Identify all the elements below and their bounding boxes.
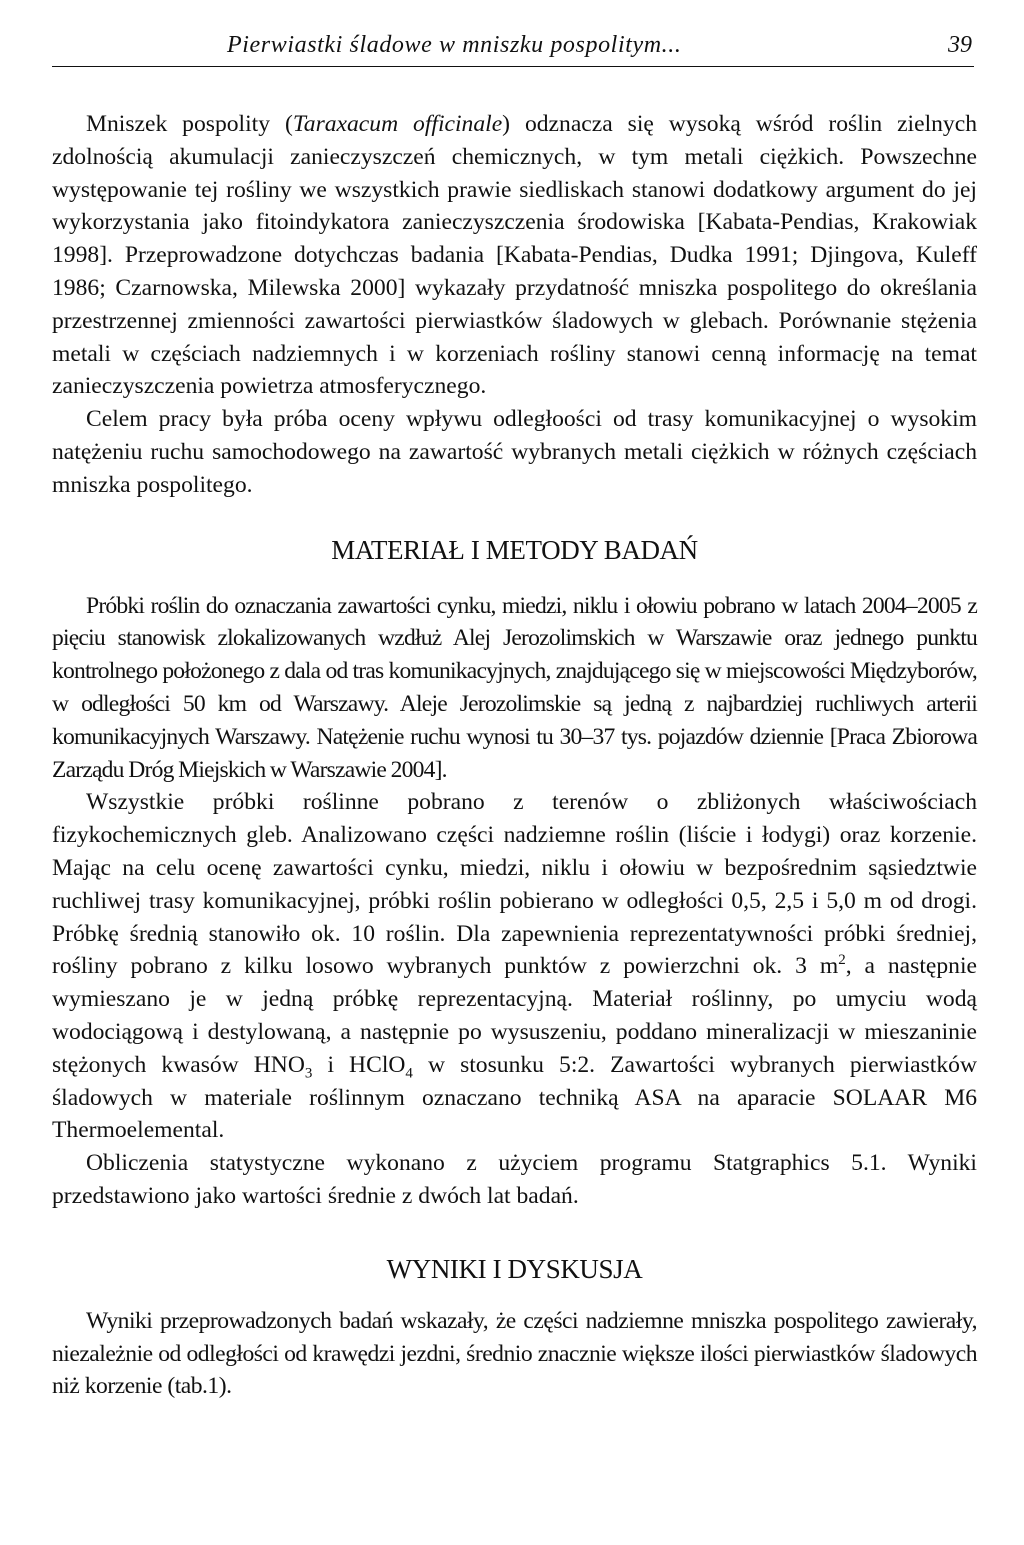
methods-text-a: Wszystkie próbki roślinne pobrano z terenów o zbliżonych właściwościach fizykochemicznych gleb. Analizowano części nadziemne roślin (liście i łodygi) oraz korzenie. Mając na celu ocenę zawartości cynku, miedzi, niklu i ołowiu w bezpośrednim sąsiedztwie ruchliwej trasy komunikacyjnej, próbki roślin pobierano w odległości 0,5, 2,5 i 5,0 m od drogi. Próbkę średnią stanowiło ok. 10 roślin. Dla zapewnienia reprezentatywności próbki średniej, rośliny pobrano z kilku losowo wybranych punktów z powierzchni ok. 3 m: [52, 789, 977, 980]
running-title: Pierwiastki śladowe w mniszku pospolitym...: [227, 32, 682, 58]
intro-paragraph-1: [52, 108, 977, 403]
superscript-2: 2: [838, 952, 846, 969]
intro-text-b: ) odznacza się wysoką wśród roślin zielnych zdolnością akumulacji zanieczyszczeń chemicznych, w tym metali ciężkich. Powszechne występowanie tej rośliny we wszystkich prawie siedliskach stanowi dodatkowy argument do jej wykorzystania jako fitoindykatora zanieczyszczenia środowiska [Kabata-Pendias, Krakowiak 1998]. Przeprowadzone dotychczas badania [Kabata-Pendias, Dudka 1991; Djingova, Kuleff 1986; Czarnowska, Milewska 2000] wykazały przydatność mniszka pospolitego do określania przestrzennej zmienności zawartości pierwiastków śladowych w glebach. Porównanie stężenia metali w częściach nadziemnych i w korzeniach rośliny stanowi cenną informację na temat zanieczyszczenia powietrza atmosferycznego.: [52, 111, 977, 400]
results-paragraph-1: Wyniki przeprowadzonych badań wskazały, że części nadziemne mniszka pospolitego zawierały, niezależnie od odległości od krawędzi jezdni, średnio znacznie większe ilości pierwiastków śladowych niż korzenie (tab.1).: [52, 1307, 977, 1400]
page-number: 39: [948, 32, 972, 58]
running-header: [52, 26, 974, 67]
section-heading-results: WYNIKI I DYSKUSJA: [386, 1253, 643, 1284]
intro-paragraph-2: Celem pracy była próba oceny wpływu odległoości od trasy komunikacyjnej o wysokim natężeniu ruchu samochodowego na zawartość wybranych metali ciężkich w różnych częściach mniszka pospolitego.: [52, 406, 977, 498]
subscript-4: 4: [405, 1065, 413, 1082]
species-name: Taraxacum officinale: [292, 111, 503, 137]
article-body: [52, 108, 977, 1403]
methods-text-b: , a następnie wymieszano je w jedną próbkę reprezentacyjną. Materiał roślinny, po umyciu wodą wodociągową i destylowaną, a następnie po wysuszeniu, poddano mineralizacji w mieszaninie stężonych kwasów HNO: [52, 953, 977, 1078]
methods-paragraph-1: Próbki roślin do oznaczania zawartości cynku, miedzi, niklu i ołowiu pobrano w latach 2004–2005 z pięciu stanowisk zlokalizowanych wzdłuż Alej Jerozolimskich w Warszawie oraz jednego punktu kontrolnego położonego z dala od tras komunikacyjnych, znajdującego się w miejscowości Międzyborów, w odległości 50 km od Warszawy. Aleje Jerozolimskie są jedną z najbardziej ruchliwych arterii komunikacyjnych Warszawy. Natężenie ruchu wynosi tu 30–37 tys. pojazdów dziennie [Praca Zbiorowa Zarządu Dróg Miejskich w Warszawie 2004].: [52, 592, 977, 783]
methods-paragraph-2: [52, 786, 977, 1147]
methods-paragraph-3: Obliczenia statystyczne wykonano z użyciem programu Statgraphics 5.1. Wyniki przedstawiono jako wartości średnie z dwóch lat badań.: [52, 1150, 977, 1209]
section-heading-methods: MATERIAŁ I METODY BADAŃ: [331, 534, 698, 565]
intro-text-a: Mniszek pospolity (: [86, 111, 293, 137]
subscript-3: 3: [304, 1065, 313, 1082]
methods-text-d: w stosunku 5:2. Zawartości wybranych pierwiastków śladowych w materiale roślinnym oznaczano techniką ASA na aparacie SOLAAR M6 Thermoelemental.: [52, 1051, 977, 1144]
methods-text-c: i HClO: [312, 1051, 406, 1078]
